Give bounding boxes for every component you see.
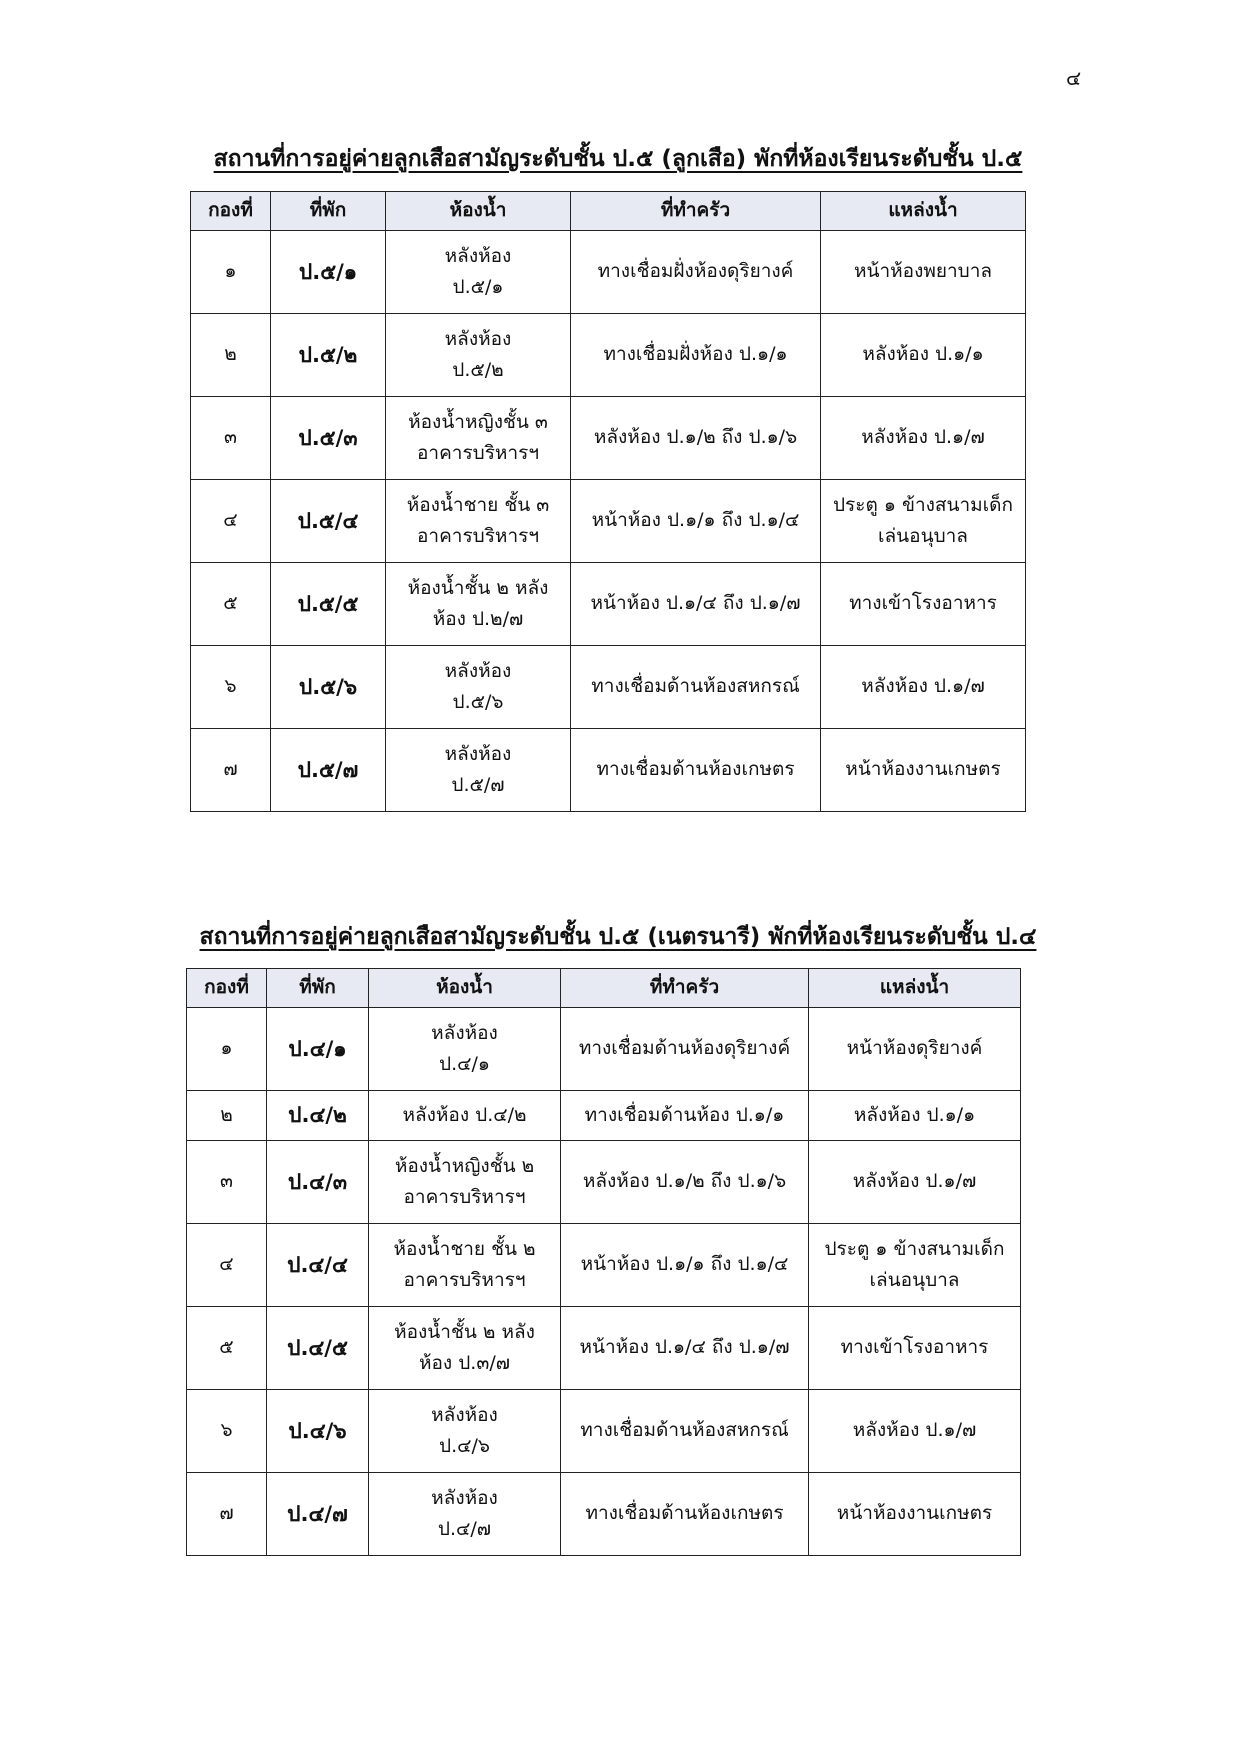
cell-water: หน้าห้องงานเกษตร — [809, 1473, 1021, 1556]
cell-kitchen: หน้าห้อง ป.๑/๑ ถึง ป.๑/๔ — [561, 1224, 809, 1307]
cell-kitchen: ทางเชื่อมด้านห้องดุริยางค์ — [561, 1008, 809, 1091]
cell-water: หลังห้อง ป.๑/๗ — [809, 1141, 1021, 1224]
cell-water: หน้าห้องพยาบาล — [821, 231, 1026, 314]
cell-kitchen: ทางเชื่อมฝั่งห้อง ป.๑/๑ — [571, 314, 821, 397]
cell-kitchen: หน้าห้อง ป.๑/๔ ถึง ป.๑/๗ — [571, 563, 821, 646]
cell-kitchen: ทางเชื่อมด้านห้อง ป.๑/๑ — [561, 1091, 809, 1141]
cell-kitchen: ทางเชื่อมด้านห้องสหกรณ์ — [561, 1390, 809, 1473]
cell-unit: ๒ — [191, 314, 271, 397]
table-row — [191, 314, 1026, 397]
cell-lodging: ป.๔/๓ — [267, 1141, 369, 1224]
header-kitchen: ที่ทำครัว — [571, 192, 821, 231]
header-lodging: ที่พัก — [271, 192, 386, 231]
cell-water: หลังห้อง ป.๑/๑ — [809, 1091, 1021, 1141]
cell-lodging: ป.๔/๔ — [267, 1224, 369, 1307]
table-row — [187, 1390, 1021, 1473]
table-row — [187, 1307, 1021, 1390]
cell-restroom: ห้องน้ำชาย ชั้น ๓ อาคารบริหารฯ — [386, 480, 571, 563]
cell-water: หลังห้อง ป.๑/๗ — [809, 1390, 1021, 1473]
header-restroom: ห้องน้ำ — [369, 969, 561, 1008]
header-lodging: ที่พัก — [267, 969, 369, 1008]
cell-lodging: ป.๕/๒ — [271, 314, 386, 397]
cell-unit: ๑ — [187, 1008, 267, 1091]
header-kitchen: ที่ทำครัว — [561, 969, 809, 1008]
cell-lodging: ป.๔/๗ — [267, 1473, 369, 1556]
cell-unit: ๓ — [187, 1141, 267, 1224]
cell-unit: ๔ — [191, 480, 271, 563]
table-body-scouts — [191, 231, 1026, 812]
cell-unit: ๕ — [191, 563, 271, 646]
table-row — [191, 397, 1026, 480]
cell-water: หลังห้อง ป.๑/๗ — [821, 397, 1026, 480]
table-row — [191, 646, 1026, 729]
cell-kitchen: ทางเชื่อมด้านห้องสหกรณ์ — [571, 646, 821, 729]
camp-table-girl-guides — [186, 968, 1021, 1556]
cell-unit: ๗ — [191, 729, 271, 812]
cell-restroom: หลังห้อง ป.๔/๒ — [369, 1091, 561, 1141]
table-row — [187, 1091, 1021, 1141]
cell-lodging: ป.๔/๒ — [267, 1091, 369, 1141]
cell-unit: ๒ — [187, 1091, 267, 1141]
cell-lodging: ป.๕/๖ — [271, 646, 386, 729]
cell-lodging: ป.๔/๕ — [267, 1307, 369, 1390]
cell-restroom: หลังห้อง ป.๔/๖ — [369, 1390, 561, 1473]
table-header-row — [191, 192, 1026, 231]
cell-lodging: ป.๔/๖ — [267, 1390, 369, 1473]
cell-kitchen: ทางเชื่อมฝั่งห้องดุริยางค์ — [571, 231, 821, 314]
table-row — [187, 1473, 1021, 1556]
cell-unit: ๔ — [187, 1224, 267, 1307]
section-title-girl-guides: สถานที่การอยู่ค่ายลูกเสือสามัญระดับชั้น ป.๕ (เนตรนารี) พักที่ห้องเรียนระดับชั้น ป.๔ — [199, 924, 1037, 951]
cell-unit: ๕ — [187, 1307, 267, 1390]
table-row — [191, 563, 1026, 646]
table-row — [191, 231, 1026, 314]
cell-kitchen: ทางเชื่อมด้านห้องเกษตร — [561, 1473, 809, 1556]
header-restroom: ห้องน้ำ — [386, 192, 571, 231]
cell-restroom: หลังห้อง ป.๕/๑ — [386, 231, 571, 314]
cell-lodging: ป.๕/๕ — [271, 563, 386, 646]
cell-unit: ๖ — [187, 1390, 267, 1473]
cell-water: ประตู ๑ ข้างสนามเด็ก เล่นอนุบาล — [809, 1224, 1021, 1307]
table-row — [187, 1141, 1021, 1224]
table-row — [191, 480, 1026, 563]
cell-restroom: หลังห้อง ป.๕/๗ — [386, 729, 571, 812]
cell-kitchen: หน้าห้อง ป.๑/๑ ถึง ป.๑/๔ — [571, 480, 821, 563]
cell-restroom: ห้องน้ำชั้น ๒ หลัง ห้อง ป.๓/๗ — [369, 1307, 561, 1390]
header-water: แหล่งน้ำ — [809, 969, 1021, 1008]
section-title-scouts: สถานที่การอยู่ค่ายลูกเสือสามัญระดับชั้น ป.๕ (ลูกเสือ) พักที่ห้องเรียนระดับชั้น ป.๕ — [213, 146, 1023, 173]
cell-restroom: หลังห้อง ป.๕/๖ — [386, 646, 571, 729]
cell-water: ประตู ๑ ข้างสนามเด็ก เล่นอนุบาล — [821, 480, 1026, 563]
cell-restroom: ห้องน้ำชั้น ๒ หลัง ห้อง ป.๒/๗ — [386, 563, 571, 646]
cell-restroom: หลังห้อง ป.๔/๑ — [369, 1008, 561, 1091]
cell-water: หลังห้อง ป.๑/๑ — [821, 314, 1026, 397]
cell-lodging: ป.๕/๔ — [271, 480, 386, 563]
cell-lodging: ป.๕/๓ — [271, 397, 386, 480]
cell-water: หน้าห้องดุริยางค์ — [809, 1008, 1021, 1091]
cell-restroom: หลังห้อง ป.๕/๒ — [386, 314, 571, 397]
camp-table-scouts — [190, 191, 1026, 812]
table-row — [191, 729, 1026, 812]
cell-water: ทางเข้าโรงอาหาร — [821, 563, 1026, 646]
cell-kitchen: หลังห้อง ป.๑/๒ ถึง ป.๑/๖ — [571, 397, 821, 480]
header-unit: กองที่ — [191, 192, 271, 231]
table-row — [187, 1224, 1021, 1307]
page-number: ๔ — [1066, 66, 1082, 90]
table-row — [187, 1008, 1021, 1091]
header-unit: กองที่ — [187, 969, 267, 1008]
cell-lodging: ป.๕/๑ — [271, 231, 386, 314]
cell-unit: ๑ — [191, 231, 271, 314]
cell-kitchen: หน้าห้อง ป.๑/๔ ถึง ป.๑/๗ — [561, 1307, 809, 1390]
cell-unit: ๗ — [187, 1473, 267, 1556]
cell-restroom: ห้องน้ำหญิงชั้น ๓ อาคารบริหารฯ — [386, 397, 571, 480]
header-water: แหล่งน้ำ — [821, 192, 1026, 231]
cell-water: หลังห้อง ป.๑/๗ — [821, 646, 1026, 729]
cell-water: หน้าห้องงานเกษตร — [821, 729, 1026, 812]
cell-restroom: หลังห้อง ป.๔/๗ — [369, 1473, 561, 1556]
cell-unit: ๖ — [191, 646, 271, 729]
table-body-girl-guides — [187, 1008, 1021, 1556]
cell-kitchen: ทางเชื่อมด้านห้องเกษตร — [571, 729, 821, 812]
cell-lodging: ป.๕/๗ — [271, 729, 386, 812]
cell-kitchen: หลังห้อง ป.๑/๒ ถึง ป.๑/๖ — [561, 1141, 809, 1224]
cell-water: ทางเข้าโรงอาหาร — [809, 1307, 1021, 1390]
cell-restroom: ห้องน้ำชาย ชั้น ๒ อาคารบริหารฯ — [369, 1224, 561, 1307]
cell-unit: ๓ — [191, 397, 271, 480]
table-header-row — [187, 969, 1021, 1008]
cell-restroom: ห้องน้ำหญิงชั้น ๒ อาคารบริหารฯ — [369, 1141, 561, 1224]
cell-lodging: ป.๔/๑ — [267, 1008, 369, 1091]
